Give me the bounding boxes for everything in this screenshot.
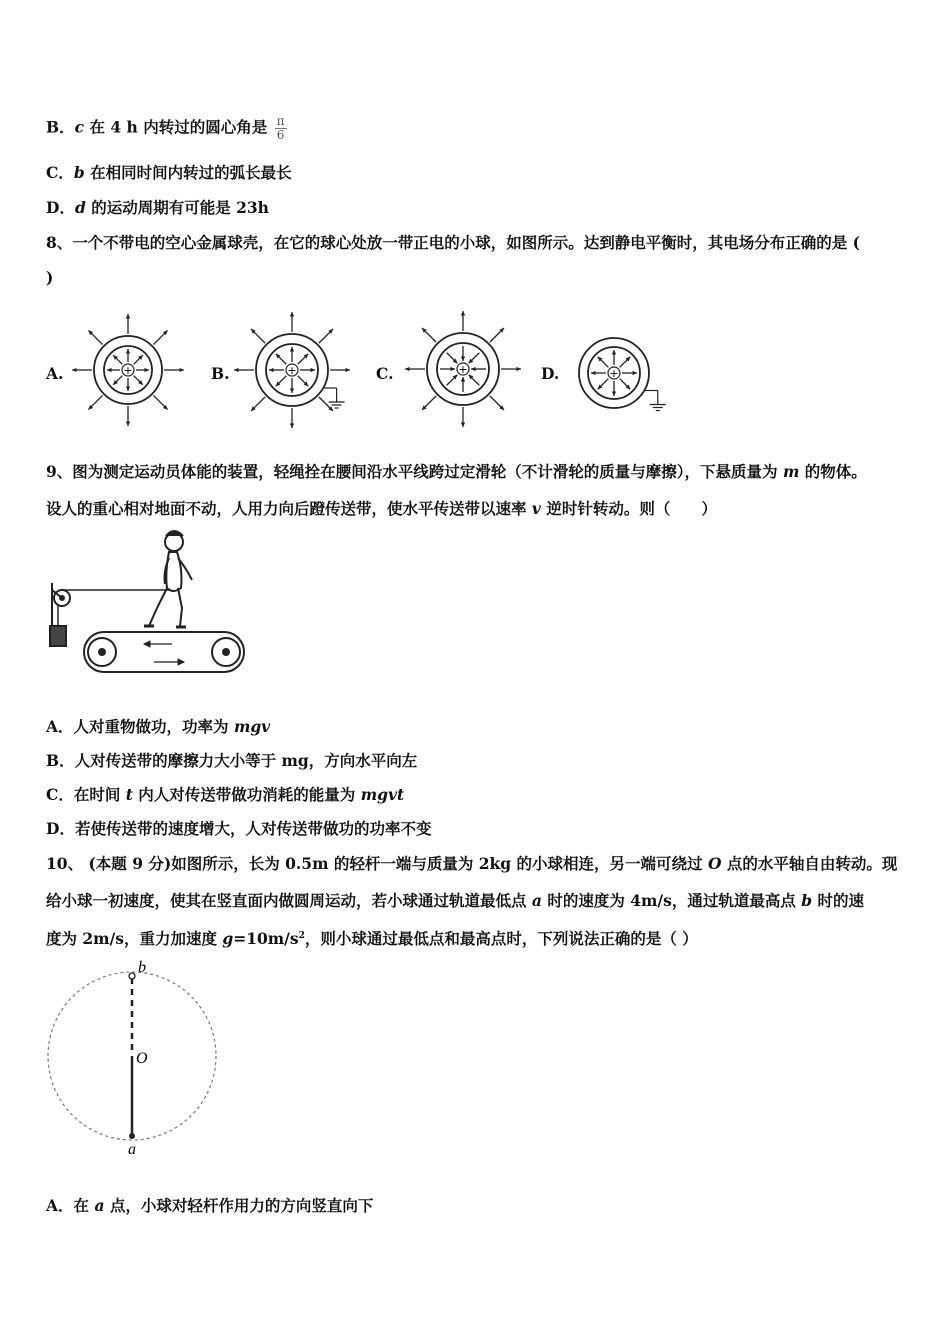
var-v: v [531, 499, 541, 518]
field-diagram-a [72, 314, 184, 426]
stem-text: ，则小球通过最低点和最高点时，下列说法正确的是（ ） [304, 929, 698, 948]
option-prefix: D． [46, 198, 75, 217]
q10-stem-line2 [46, 889, 864, 911]
stem-text: 时的速度为 4m/s，通过轨道最高点 [541, 891, 802, 910]
outer-field-line-head [126, 421, 130, 426]
charge-plus-sign: + [287, 364, 297, 377]
inner-field-line-head [632, 371, 637, 375]
inner-field-line-head [461, 356, 465, 361]
var-a: a [94, 1196, 105, 1215]
q7-option-d [46, 196, 269, 218]
var-mgvt: mgvt [360, 785, 405, 804]
outer-field-line-head [290, 312, 294, 317]
q7-option-b [46, 115, 287, 142]
inner-field-line-head [461, 377, 465, 382]
inner-field-line-head [310, 368, 315, 372]
stem-text: 逆时针转动。则（ ） [540, 499, 717, 518]
var-b: b [73, 163, 85, 182]
var-d: d [74, 198, 86, 217]
q10-stem-line3 [46, 927, 698, 949]
option-text: 点，小球对轻杆作用力的方向竖直向下 [104, 1196, 374, 1215]
q10-circle-figure [40, 958, 230, 1158]
option-text: 在 4 h 内转过的圆心角是 [84, 117, 273, 137]
option-text: 在相同时间内转过的弧长最长 [84, 163, 292, 182]
stem-text: 点的水平轴自由转动。现 [721, 854, 898, 873]
outer-field-line-head [290, 423, 294, 428]
inner-field-line-head [450, 367, 455, 371]
var-b: b [801, 891, 813, 910]
inner-field-line-head [107, 368, 112, 372]
field-diagram-d [579, 338, 666, 411]
var-mgv: mgv [233, 717, 271, 736]
stem-text: 度为 2m/s，重力加速度 [46, 929, 223, 948]
option-text: C．在时间 [46, 785, 126, 804]
inner-field-line-head [290, 347, 294, 352]
q9-option-c [46, 783, 404, 805]
stem-text: =10m/s [233, 929, 299, 948]
stem-text: 9、图为测定运动员体能的装置，轻绳拴在腰间沿水平线跨过定滑轮（不计滑轮的质量与摩擦），下悬质量为 [46, 462, 783, 481]
inner-field-line-head [126, 386, 130, 391]
option-text: A．人对重物做功，功率为 [46, 717, 234, 736]
point-a [129, 1133, 135, 1139]
q10-option-a [46, 1194, 373, 1216]
outer-field-line-head [461, 311, 465, 316]
q8-option-b-label: B. [211, 364, 230, 383]
q8-figure-d [570, 330, 670, 415]
q9-treadmill-figure [44, 528, 254, 678]
outer-field-line-head [405, 367, 410, 371]
q7-option-c [46, 161, 292, 183]
q9-option-b: B．人对传送带的摩擦力大小等于 mg，方向水平向左 [46, 751, 418, 770]
label-a: a [128, 1141, 136, 1158]
stem-text: 设人的重心相对地面不动，人用力向后蹬传送带，使水平传送带以速率 [46, 499, 532, 518]
var-g: g [222, 929, 234, 948]
fraction-numerator: π [276, 114, 285, 128]
label-b: b [138, 959, 146, 976]
outer-field-line-head [126, 314, 130, 319]
outer-field-line-head [516, 367, 521, 371]
field-diagram-c [405, 311, 521, 427]
q8-figure-b [232, 310, 362, 430]
charge-plus-sign: + [123, 364, 133, 377]
q8-figure-c [398, 305, 528, 430]
q9-stem-line2 [46, 497, 717, 519]
fraction-denominator: 6 [276, 128, 285, 142]
option-text: 内人对传送带做功消耗的能量为 [132, 785, 361, 804]
q9-option-d: D．若使传送带的速度增大，人对传送带做功的功率不变 [46, 819, 432, 838]
field-diagram-b [234, 312, 350, 428]
inner-field-line-head [471, 367, 476, 371]
stem-text: 时的速 [812, 891, 864, 910]
option-prefix: B． [46, 117, 75, 137]
fraction-pi-over-6 [275, 115, 287, 142]
option-text: A．在 [46, 1196, 95, 1215]
var-O: O [707, 854, 722, 873]
hanging-weight [50, 626, 66, 646]
outer-field-line-head [179, 368, 184, 372]
outer-field-line-head [72, 368, 77, 372]
option-prefix: C． [46, 163, 74, 182]
q8-option-c-label: C. [376, 364, 394, 383]
runner-figure [144, 531, 192, 627]
label-O: O [136, 1050, 148, 1067]
q8-option-d-label: D. [541, 364, 560, 383]
outer-field-line-head [234, 368, 239, 372]
stem-text: 给小球一初速度，使其在竖直面内做圆周运动，若小球通过轨道最低点 [46, 891, 532, 910]
outer-field-line-head [461, 422, 465, 427]
inner-field-line-head [290, 388, 294, 393]
inner-field-line-head [612, 350, 616, 355]
q9-option-a [46, 715, 270, 737]
conveyor-belt [84, 632, 244, 672]
q10-stem-line1 [46, 852, 897, 874]
inner-field-line-head [144, 368, 149, 372]
point-b [129, 973, 135, 979]
stem-text: 的物体。 [799, 462, 867, 481]
inner-field-line-head [126, 349, 130, 354]
q8-stem-line1: 8、一个不带电的空心金属球壳，在它的球心处放一带正电的小球，如图所示。达到静电平衡时，其电场分布正确的是 ( [46, 233, 861, 252]
q8-figure-a [68, 310, 188, 430]
superscript: 2 [298, 930, 305, 941]
var-m: m [782, 462, 800, 481]
inner-field-line-head [269, 368, 274, 372]
inner-field-line-head [612, 391, 616, 396]
inner-field-line-head [591, 371, 596, 375]
stem-text: 10、 (本题 9 分)如图所示，长为 0.5m 的轻杆一端与质量为 2kg 的小球相连，另一端可绕过 [46, 854, 708, 873]
option-text: 的运动周期有可能是 23h [85, 198, 269, 217]
outer-field-line-head [345, 368, 350, 372]
var-c: c [74, 117, 85, 137]
var-a: a [531, 891, 542, 910]
q8-stem-line2: ) [46, 268, 54, 287]
q8-option-a-label: A. [46, 364, 64, 383]
charge-plus-sign: + [609, 367, 619, 380]
q9-stem-line1 [46, 460, 867, 482]
var-t: t [125, 785, 133, 804]
charge-plus-sign: + [458, 363, 468, 376]
